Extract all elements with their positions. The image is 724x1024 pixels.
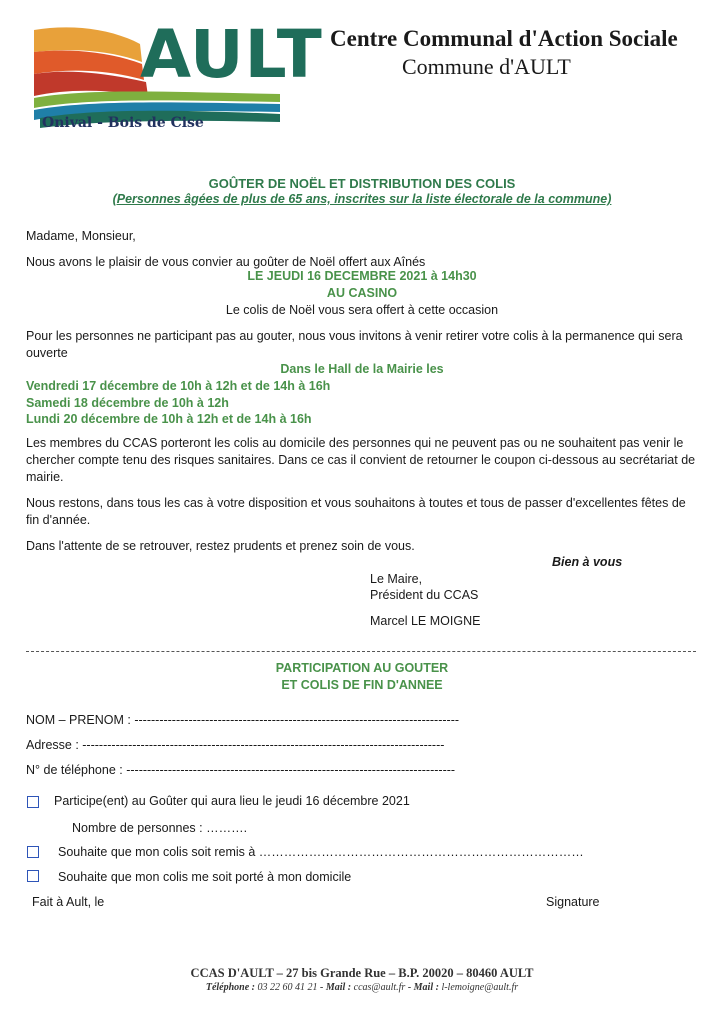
footer-address: CCAS D'AULT – 27 bis Grande Rue – B.P. 20020 – 80460 AULT: [190, 966, 534, 980]
cut-line: [26, 651, 696, 652]
closing-text: Dans l'attente de se retrouver, restez prudents et prenez soin de vous.: [26, 539, 415, 553]
phone-field[interactable]: N° de téléphone : -------------------------------------------------------------------------------: [26, 763, 456, 777]
signer-role: Président du CCAS: [370, 588, 479, 602]
schedule-item: Lundi 20 décembre de 10h à 12h et de 14h à 16h: [26, 412, 312, 426]
footer-mail[interactable]: ccas@ault.fr: [353, 982, 406, 993]
made-at-text: Fait à Ault, le: [32, 895, 105, 909]
schedule-item: Samedi 18 décembre de 10h à 12h: [26, 396, 229, 410]
logo-subtitle: Onival - Bois de Cise: [42, 115, 204, 131]
schedule-item: Vendredi 17 décembre de 10h à 12h et de 14h à 16h: [26, 379, 331, 393]
persons-count-field[interactable]: Nombre de personnes : ……….: [72, 821, 248, 835]
address-field[interactable]: Adresse : ---------------------------------------------------------------------------------------: [26, 738, 445, 752]
header-org: Centre Communal d'Action Sociale: [330, 26, 678, 51]
home-delivery-text: Les membres du CCAS porteront les colis au domicile des personnes qui ne peuvent pas ou ne souhaitent pas venir le chercher compte tenu des risques sanitaires. Dans ce cas il convient de retourner le coupon ci-dessous au secrétariat de mairie.: [26, 436, 696, 484]
logo-town-name: AULT: [140, 16, 323, 93]
home-delivery-checkbox[interactable]: [27, 870, 39, 882]
non-participants-text: Pour les personnes ne participant pas au gouter, nous vous invitons à venir retirer votre colis à la permanence qui sera ouverte: [26, 329, 683, 360]
document-title: GOÛTER DE NOËL ET DISTRIBUTION DES COLIS: [208, 176, 516, 191]
coupon-subtitle: ET COLIS DE FIN D'ANNEE: [281, 678, 443, 692]
wishes-text: Nous restons, dans tous les cas à votre disposition et vous souhaitons à toutes et tous de passer d'excellentes fêtes de fin d'année.: [26, 496, 686, 527]
event-date: LE JEUDI 16 DECEMBRE 2021 à 14h30: [247, 269, 477, 283]
home-delivery-label: Souhaite que mon colis me soit porté à mon domicile: [58, 870, 352, 884]
hall-text: Dans le Hall de la Mairie les: [280, 362, 444, 376]
footer-phone-label: Téléphone :: [205, 982, 256, 993]
remit-checkbox[interactable]: [27, 846, 39, 858]
greeting: Madame, Monsieur,: [26, 229, 136, 243]
intro-text: Nous avons le plaisir de vous convier au goûter de Noël offert aux Aînés: [26, 255, 426, 269]
header-commune: Commune d'AULT: [402, 54, 571, 79]
signature-label: Signature: [546, 895, 600, 909]
participate-label: Participe(ent) au Goûter qui aura lieu le jeudi 16 décembre 2021: [54, 794, 410, 808]
gift-text: Le colis de Noël vous sera offert à cette occasion: [225, 303, 499, 317]
event-place: AU CASINO: [326, 286, 398, 300]
footer-phone: 03 22 60 41 21: [257, 982, 318, 993]
footer-contact: [0, 982, 724, 993]
document-subtitle: (Personnes âgées de plus de 65 ans, inscrites sur la liste électorale de la commune): [112, 192, 612, 206]
footer-mail-2[interactable]: l-lemoigne@ault.fr: [441, 982, 519, 993]
regards-text: Bien à vous: [552, 555, 623, 569]
signer-name: Marcel LE MOIGNE: [370, 614, 481, 628]
participate-checkbox[interactable]: [27, 796, 39, 808]
coupon-title: PARTICIPATION AU GOUTER: [275, 661, 449, 675]
footer-mail-label-2: - Mail :: [407, 982, 439, 993]
signer-title: Le Maire,: [370, 572, 423, 586]
name-field[interactable]: NOM – PRENOM : ------------------------------------------------------------------------------: [26, 713, 460, 727]
remit-label: Souhaite que mon colis soit remis à ……………………………………………………………………: [58, 845, 584, 859]
footer-mail-label: - Mail :: [320, 982, 352, 993]
